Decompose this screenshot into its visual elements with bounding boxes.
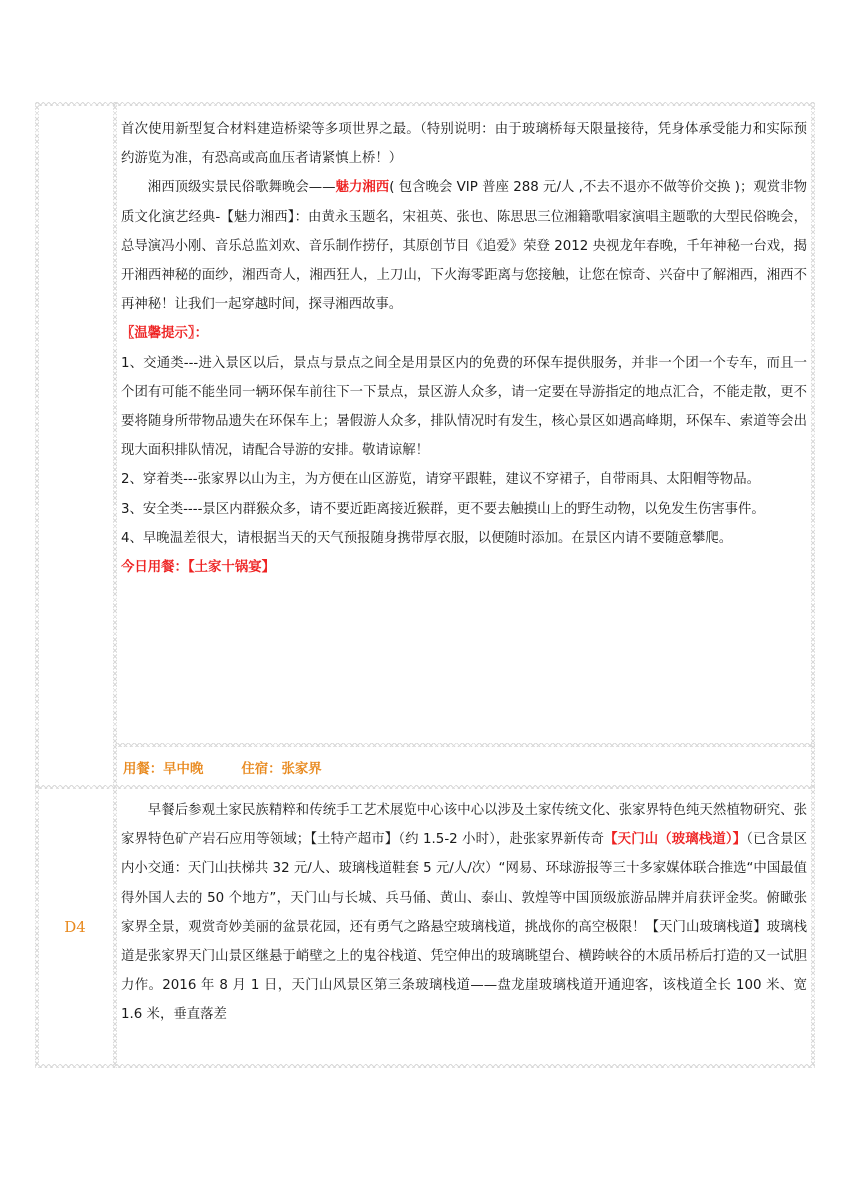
meals-info: 用餐：早中晚 xyxy=(123,762,204,777)
paragraph-glass-bridge-note: 首次使用新型复合材料建造桥梁等多项世界之最。（特别说明：由于玻璃桥每天限量接待，凭身体承受能力和实际预约游览为准，有恐高或高血压者请紧慎上桥！） xyxy=(121,122,807,167)
paragraph-show xyxy=(121,173,807,319)
day4-activity-cell xyxy=(117,796,811,1030)
day-label-cell xyxy=(35,789,115,1064)
show-intro: 湘西顶级实景民俗歌舞晚会—— xyxy=(147,180,336,196)
lodging-info: 住宿：张家界 xyxy=(241,762,322,777)
table-border-top xyxy=(35,102,815,106)
tips-title: 〖温馨提示〗： xyxy=(121,326,209,342)
tianmen-highlight: 【天门山（玻璃栈道）】 xyxy=(604,832,747,848)
tip-weather: 4、早晚温差很大，请根据当天的天气预报随身携带厚衣服，以便随时添加。在景区内请不要随意攀爬。 xyxy=(121,530,733,546)
tip-clothing: 2、穿着类---张家界以山为主，为方便在山区游览，请穿平跟鞋，建议不穿裙子，自带雨具、太阳帽等物品。 xyxy=(121,472,760,488)
table-border-right xyxy=(811,102,815,1068)
today-meal: 今日用餐：【土家十锅宴】 xyxy=(121,560,275,576)
row-divider-2 xyxy=(35,785,815,789)
tianmen-intro: 早餐后参观土家民族精粹和传统手工艺术展览中心该中心以涉及土家传统文化、张家界特色纯天然植物研究、张家界特色矿产岩石应用等领域；【土特产超市】（约 1.5-2 小时），赴张家界新传奇 xyxy=(121,803,807,848)
tip-transport: 1、交通类---进入景区以后，景点与景点之间全是用景区内的免费的环保车提供服务，并非一个团一个专车，而且一个团有可能不能坐同一辆环保车前往下一下景点，景区游人众多，请一定要在导游指定的地点汇合，不能走散，更不要将随身所带物品遗失在环保车上；暑假游人众多，排队情况时有发生，核心景区如遇高峰期，环保车、索道等会出现大面积排队情况，请配合导游的安排。敬请谅解！ xyxy=(121,355,807,459)
show-description: ( 包含晚会 VIP 普座 288 元/人 ,不去不退亦不做等价交换 )；观赏非物质文化演艺经典-【魅力湘西】：由黄永玉题名，宋祖英、张也、陈思思三位湘籍歌唱家演唱主题歌的大型民俗晚会，总导演冯小刚、音乐总监刘欢、音乐制作捞仔，其原创节目《追爱》荣登 2012 央视龙年春晚，千年神秘一台戏，揭开湘西神秘的面纱，湘西奇人，湘西狂人，上刀山，下火海零距离与您接触，让您在惊奇、兴奋中了解湘西，湘西不再神秘！让我们一起穿越时间，探寻湘西故事。 xyxy=(121,180,808,313)
table-border-bottom xyxy=(35,1064,815,1068)
itinerary-table xyxy=(35,102,815,1068)
tianmen-description: （已含景区内小交通：天门山扶梯共 32 元/人、玻璃栈道鞋套 5 元/人/次）“网易、环球游报等三十多家媒体联合推选“中国最值得外国人去的 50 个地方”，天门山与长城、兵马俑、黄山、泰山、敦煌等中国顶级旅游品牌并肩获评金奖。俯瞰张家界全景，观赏奇妙美丽的盆景花园，还有勇气之路悬空玻璃栈道，挑战你的高空极限！【天门山玻璃栈道】玻璃栈道是张家界天门山景区继悬于峭壁之上的鬼谷栈道、凭空伸出的玻璃眺望台、横跨峡谷的木质吊桥后打造的又一试胆力作。2016 年 8 月 1 日，天门山风景区第三条玻璃栈道——盘龙崖玻璃栈道开通迎客，该栈道全长 100 米、宽 1.6 米，垂直落差 xyxy=(121,832,807,1023)
day-activity-cell xyxy=(117,115,811,582)
paragraph-tianmen xyxy=(121,796,807,1030)
tip-safety: 3、安全类----景区内群猴众多，请不要近距离接近猴群，更不要去触摸山上的野生动物，以免发生伤害事件。 xyxy=(121,501,765,517)
day-label: D4 xyxy=(64,917,86,936)
show-name-highlight: 魅力湘西 xyxy=(335,180,390,196)
row-divider-1 xyxy=(115,743,815,747)
meal-lodging-row xyxy=(117,760,811,780)
